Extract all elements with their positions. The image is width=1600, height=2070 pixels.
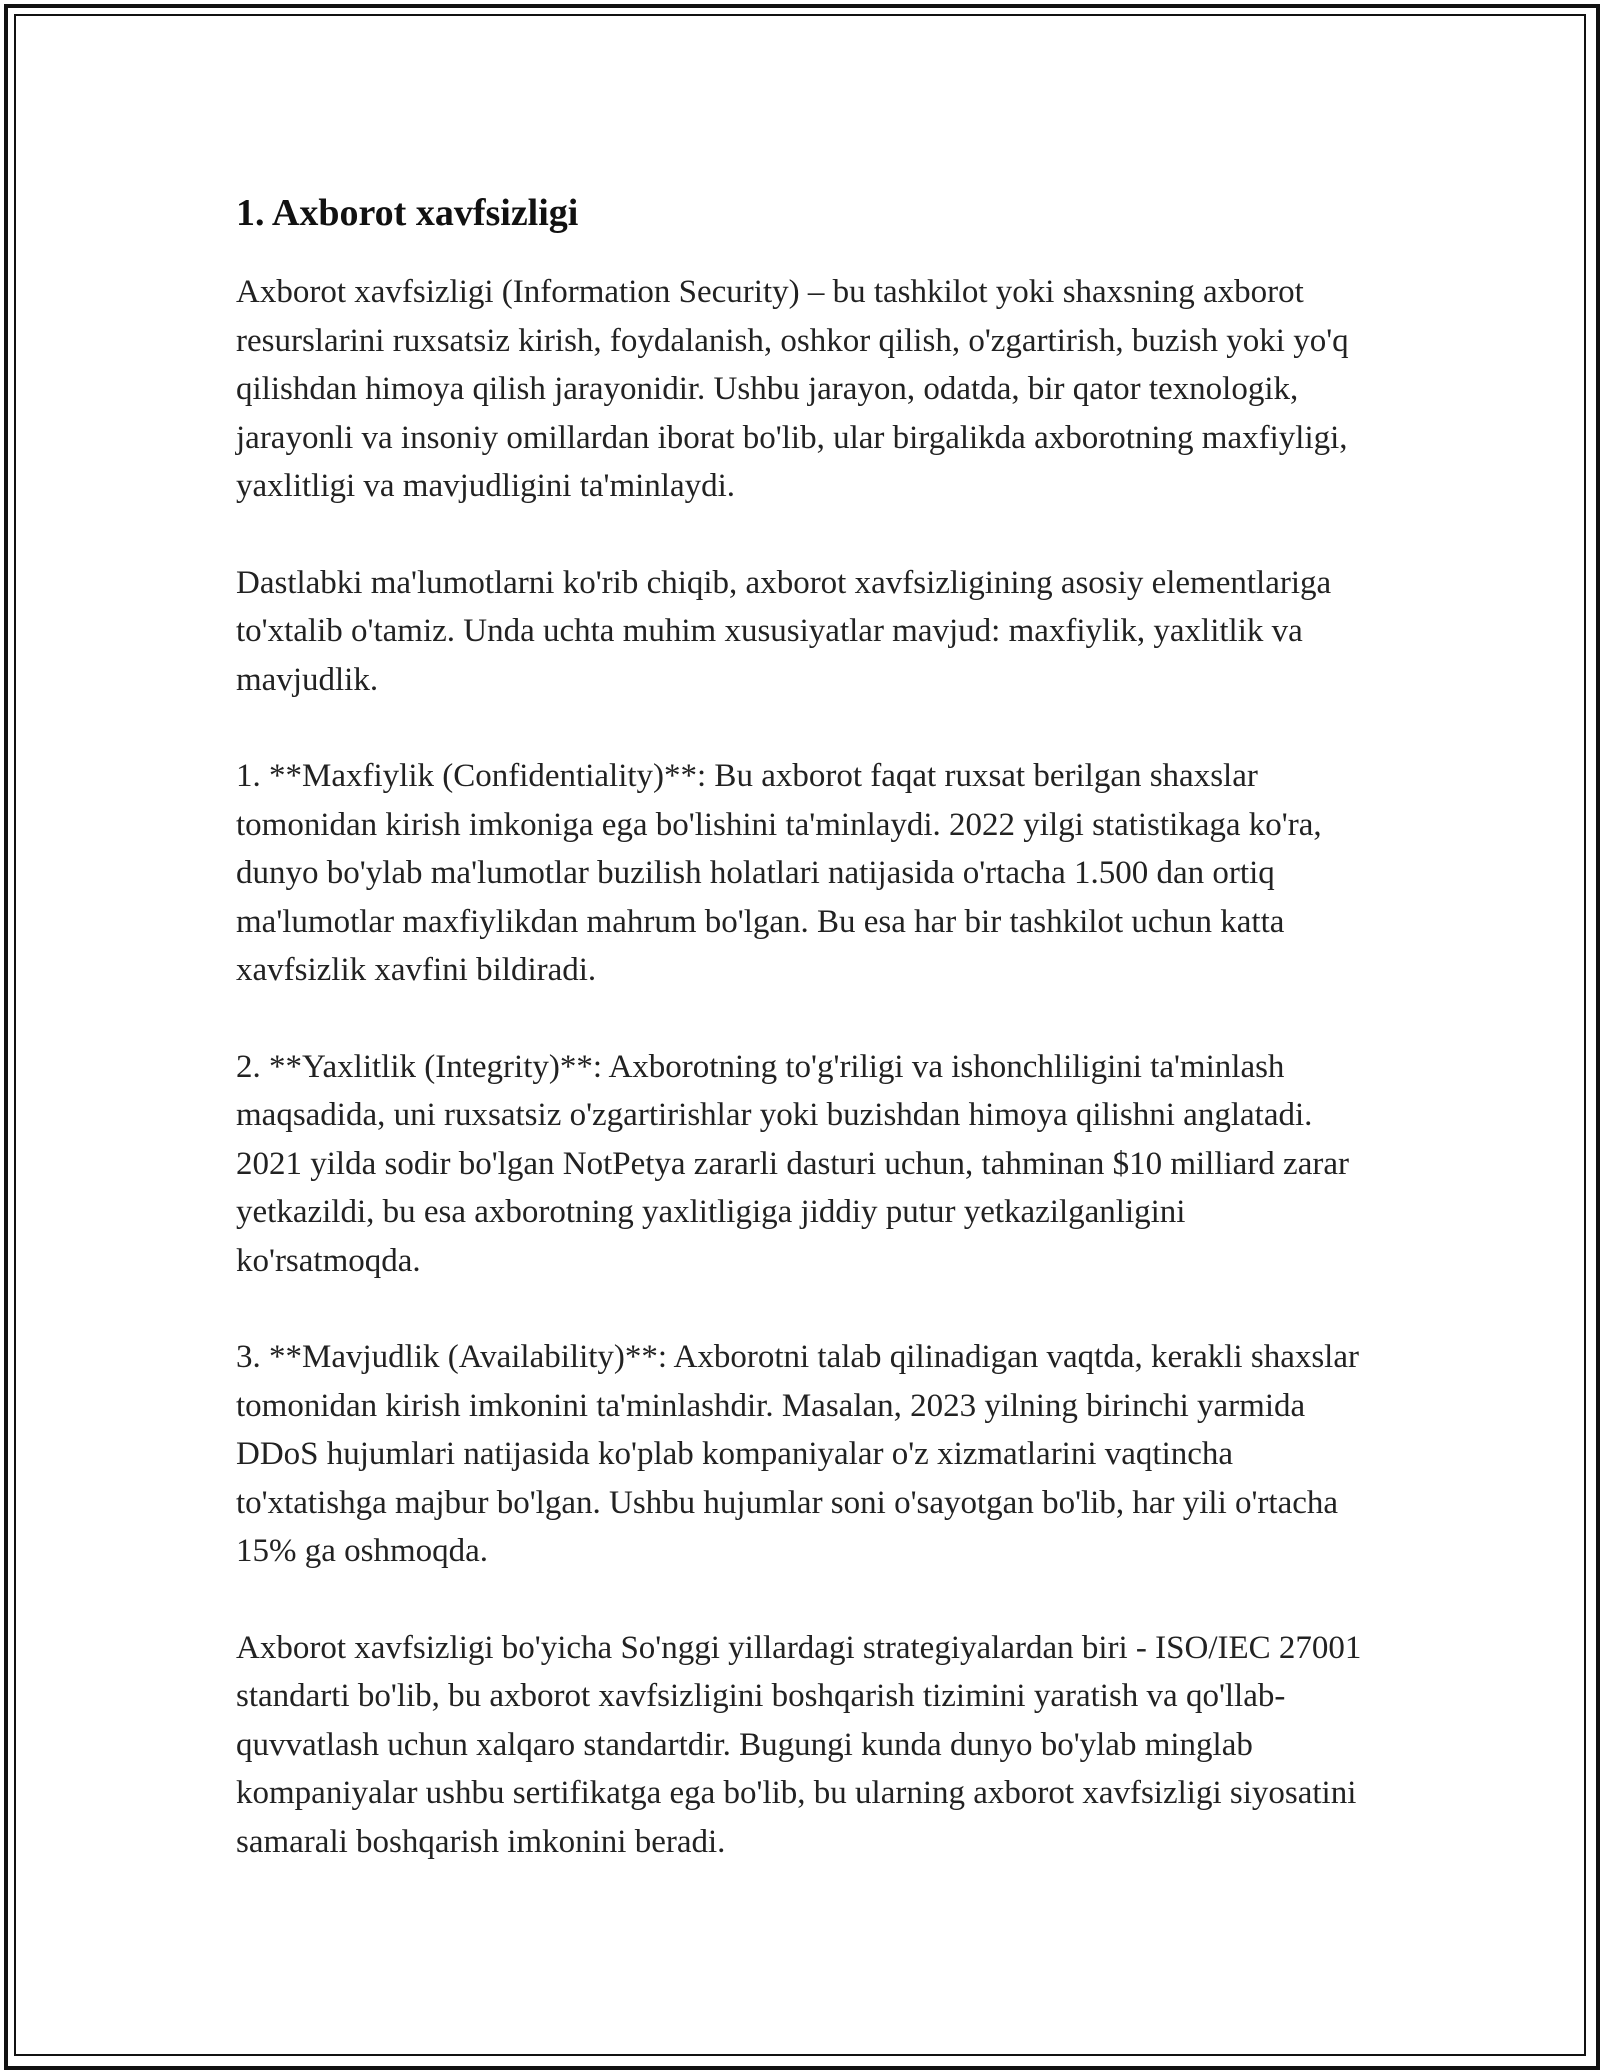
paragraph-intro: Axborot xavfsizligi (Information Security) – bu tashkilot yoki shaxsning axborot resurslarini ruxsatsiz kirish, foydalanish, oshkor qilish, o'zgartirish, buzish yoki yo'q qilishdan himoya qilish jarayonidir. Ushbu jarayon, odatda, bir qator texnologik, jarayonli va insoniy omillardan iborat bo'lib, ular birgalikda axborotning maxfiyligi, yaxlitligi va mavjudligini ta'minlaydi. [236, 274, 1349, 504]
paragraph-iso-standard: Axborot xavfsizligi bo'yicha So'nggi yillardagi strategiyalardan biri - ISO/IEC 27001 standarti bo'lib, bu axborot xavfsizligini boshqarish tizimini yaratish va qo'llab-quvvatlash uchun xalqaro standartdir. Bugungi kunda dunyo bo'ylab minglab kompaniyalar ushbu sertifikatga ega bo'lib, bu ularning axborot xavfsizligi siyosatini samarali boshqarish imkonini beradi. [236, 1629, 1362, 1860]
paragraph-availability: 3. **Mavjudlik (Availability)**: Axborotni talab qilinadigan vaqtda, kerakli shaxslar tomonidan kirish imkonini ta'minlashdir. Masalan, 2023 yilning birinchi yarmida DDoS hujumlari natijasida ko'plab kompaniyalar o'z xizmatlarini vaqtincha to'xtatishga majbur bo'lgan. Ushbu hujumlar soni o'sayotgan bo'lib, har yili o'rtacha 15% ga oshmoqda. [236, 1339, 1359, 1569]
paragraph-confidentiality: 1. **Maxfiylik (Confidentiality)**: Bu axborot faqat ruxsat berilgan shaxslar tomonidan kirish imkoniga ega bo'lishini ta'minlaydi. 2022 yilgi statistikaga ko'ra, dunyo bo'ylab ma'lumotlar buzilish holatlari natijasida o'rtacha 1.500 dan ortiq ma'lumotlar maxfiylikdan mahrum bo'lgan. Bu esa har bir tashkilot uchun katta xavfsizlik xavfini bildiradi. [236, 758, 1322, 988]
paragraph-elements: Dastlabki ma'lumotlarni ko'rib chiqib, axborot xavfsizligining asosiy elementlariga to'xtalib o'tamiz. Unda uchta muhim xususiyatlar mavjud: maxfiylik, yaxlitlik va mavjudlik. [236, 564, 1332, 698]
document-body [236, 186, 1376, 1914]
page-title: 1. Axborot xavfsizligi [236, 192, 579, 234]
paragraph-integrity: 2. **Yaxlitlik (Integrity)**: Axborotning to'g'riligi va ishonchliligini ta'minlash maqsadida, uni ruxsatsiz o'zgartirishlar yoki buzishdan himoya qilishni anglatadi. 2021 yilda sodir bo'lgan NotPetya zararli dasturi uchun, tahminan $10 milliard zarar yetkazildi, bu esa axborotning yaxlitligiga jiddiy putur yetkazilganligini ko'rsatmoqda. [236, 1048, 1349, 1279]
